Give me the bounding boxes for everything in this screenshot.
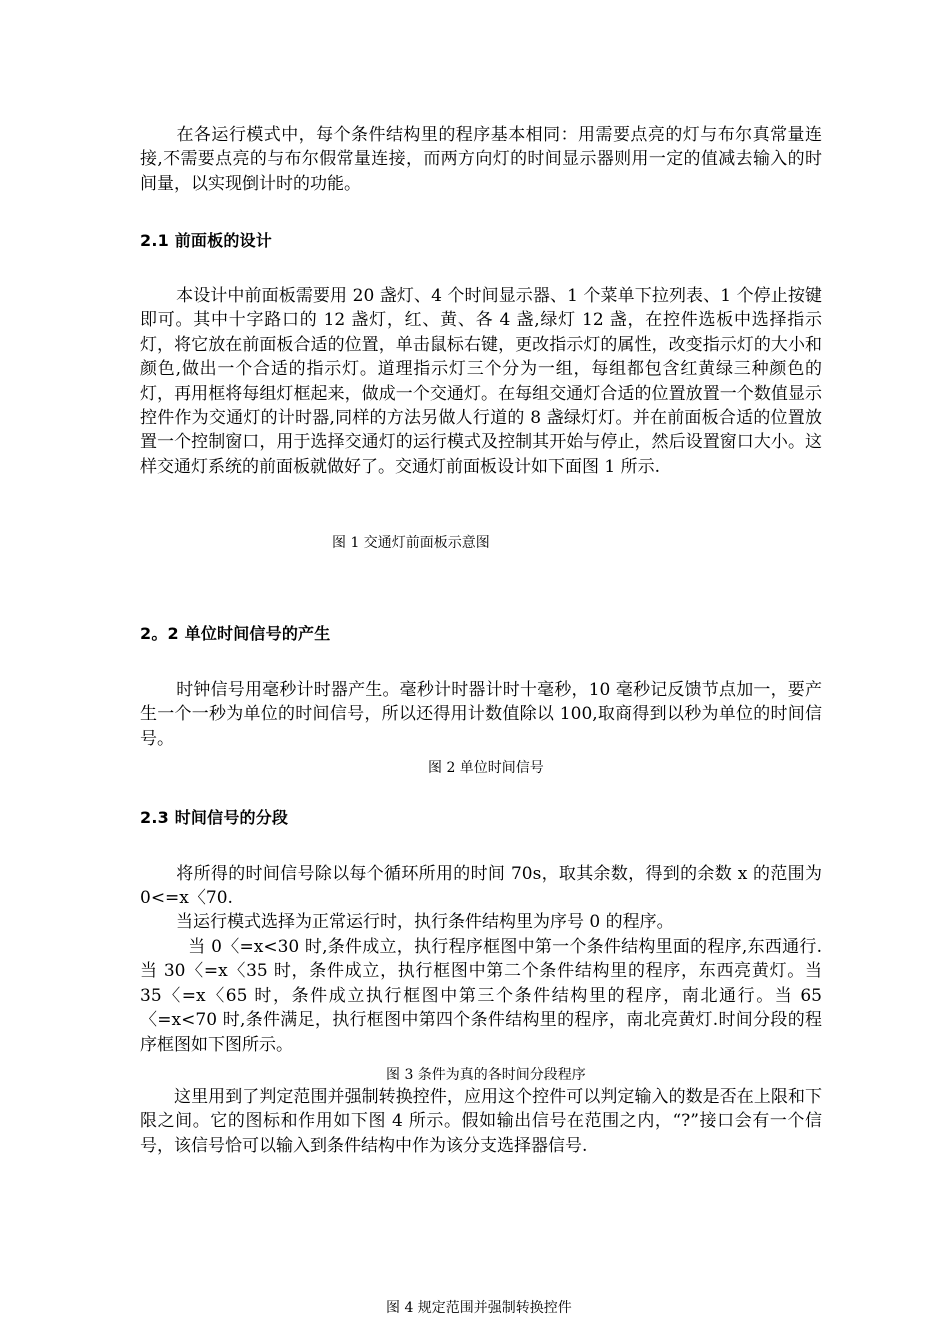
figure-4-caption: 图 4 规定范围并强制转换控件 [386,1300,572,1316]
section-2-2-paragraph: 时钟信号用毫秒计时器产生。毫秒计时器计时十毫秒，10 毫秒记反馈节点加一，要产生一个一秒为单位的时间信号，所以还得用计数值除以 100,取商得到以秒为单位的时间信号。 [140,680,822,749]
figure-1-caption: 图 1 交通灯前面板示意图 [332,535,490,551]
section-heading-2-2: 2。2 单位时间信号的产生 [140,624,331,643]
section-2-3-paragraph-1: 将所得的时间信号除以每个循环所用的时间 70s，取其余数，得到的余数 x 的范围为 0<=x〈70. [140,864,822,909]
section-heading-2-3: 2.3 时间信号的分段 [140,808,289,827]
section-heading-2-1: 2.1 前面板的设计 [140,231,272,250]
section-2-3-paragraph-3: 当 0〈=x<30 时,条件成立，执行程序框图中第一个条件结构里面的程序,东西通行.当 30〈=x〈35 时，条件成立，执行框图中第二个条件结构里的程序，东西亮黄灯。当 35〈=x〈65 时，条件成立执行框图中第三个条件结构里的程序，南北通行。当 65〈=x<70 时,条件满足，执行框图中第四个条件结构里的程序，南北亮黄灯.时间分段的程序框图如下图所示。 [140,937,822,1055]
section-2-3-paragraph-2: 当运行模式选择为正常运行时，执行条件结构里为序号 0 的程序。 [176,912,674,932]
section-2-3-paragraph-4: 这里用到了判定范围并强制转换控件，应用这个控件可以判定输入的数是否在上限和下限之间。它的图标和作用如下图 4 所示。假如输出信号在范围之内，“?”接口会有一个信号，该信号恰可以输入到条件结构中作为该分支选择器信号. [140,1087,822,1156]
figure-3-caption: 图 3 条件为真的各时间分段程序 [386,1067,586,1083]
figure-2-caption: 图 2 单位时间信号 [428,760,544,776]
section-2-1-paragraph: 本设计中前面板需要用 20 盏灯、4 个时间显示器、1 个菜单下拉列表、1 个停止按键即可。其中十字路口的 12 盏灯，红、黄、各 4 盏,绿灯 12 盏，在控件选板中选择指示灯，将它放在前面板合适的位置，单击鼠标右键，更改指示灯的属性，改变指示灯的大小和颜色,做出一个合适的指示灯。道理指示灯三个分为一组，每组都包含红黄绿三种颜色的灯，再用框将每组灯框起来，做成一个交通灯。在每组交通灯合适的位置放置一个数值显示控件作为交通灯的计时器,同样的方法另做人行道的 8 盏绿灯灯。并在前面板合适的位置放置一个控制窗口，用于选择交通灯的运行模式及控制其开始与停止，然后设置窗口大小。这样交通灯系统的前面板就做好了。交通灯前面板设计如下面图 1 所示. [140,286,822,477]
intro-paragraph: 在各运行模式中，每个条件结构里的程序基本相同：用需要点亮的灯与布尔真常量连接,不需要点亮的与布尔假常量连接，而两方向灯的时间显示器则用一定的值减去输入的时间量，以实现倒计时的功能。 [140,125,822,194]
